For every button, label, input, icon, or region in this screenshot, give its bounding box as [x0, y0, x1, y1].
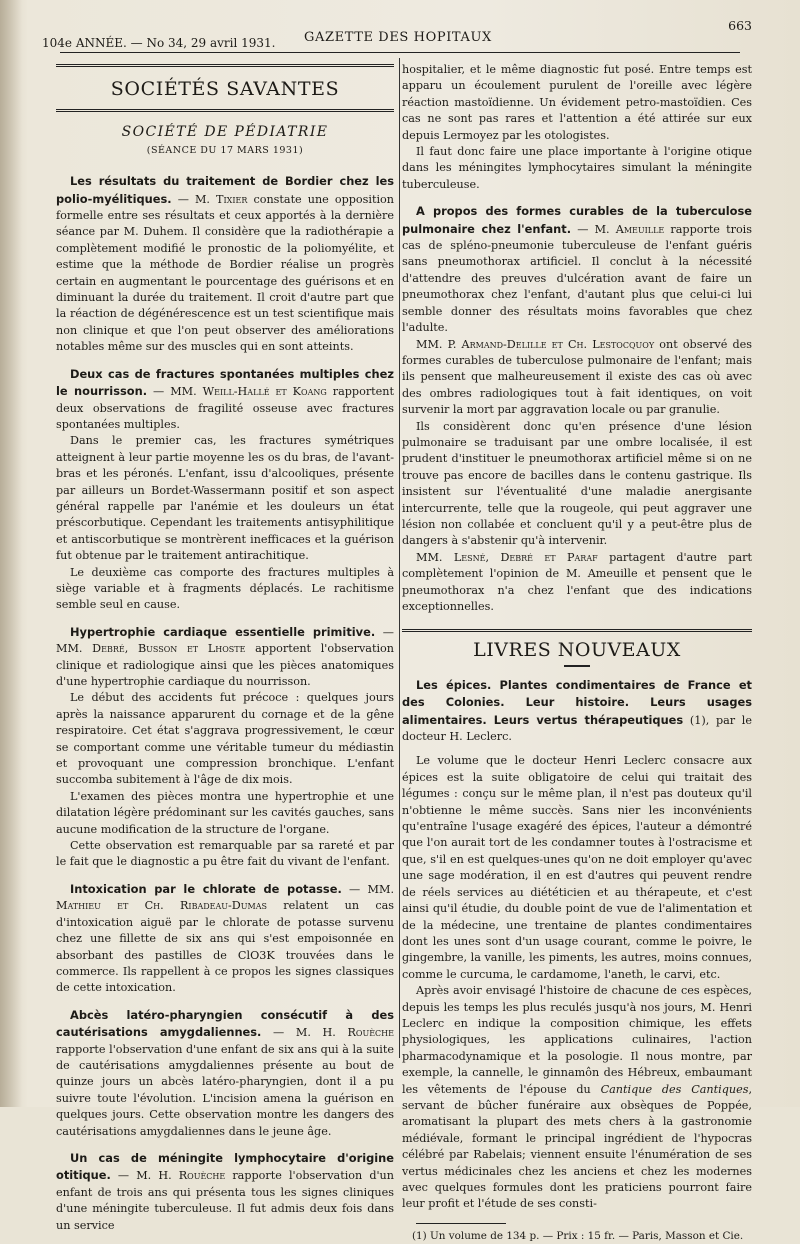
article-title: Abcès latéro-pharyngien consécutif à des cautérisations amygdaliennes. [56, 1007, 394, 1040]
article-author: MM. Weill-Hallé et Koang [170, 385, 327, 399]
section-rule-top [56, 64, 394, 67]
book-note: (1), par le docteur H. Leclerc. [402, 713, 752, 744]
article-abces: Abcès latéro-pharyngien consécutif à des cautérisations amygdaliennes. — M. H. Rouèche rapporte l'observation d'une enfant de six ans qui à la suite de cautérisations amygdaliennes présente au bout de quinze jours un abcès latéro-pharyngien, dont il a pu suivre toute l'évolution. L'incision amena la guérison en quelques jours. Cette observation montre les dangers des cautérisations amygdaliennes dans le jeune âge. [56, 1007, 394, 1138]
article-paragraph: L'examen des pièces montra une hypertrophie et une dilatation légère prédominant sur les cavités gauches, sans aucune modification de la structure de l'organe. [56, 789, 394, 836]
article-author: MM. P. Armand-Delille et Ch. Lestocquoy [416, 337, 655, 351]
review-text: , servant de bûcher funéraire aux obsèques de Poppée, aromatisant la plupart des mets chers à la gastronomie médiévale, formant le principal ingrédient de l'hypocras célébré par Rabelais; viennent ensuite l'énumération de ses vertus médicinales chez les anciens et chez les modernes avec quelques formules dont les praticiens pourront faire leur profit et l'étude de ses consti- [402, 1082, 753, 1211]
journal-title: GAZETTE DES HOPITAUX [304, 30, 492, 45]
article-paragraph [402, 337, 752, 419]
article-meningite: Un cas de méningite lymphocytaire d'origine otitique. — M. H. Rouèche rapporte l'observation d'un enfant de trois ans qui présenta tous les signes cliniques d'une méningite tuberculeuse. Il fut admis deux fois dans un service [56, 1150, 394, 1232]
article-title: Un cas de méningite lymphocytaire d'origine otitique. [56, 1150, 394, 1183]
livres-title: LIVRES NOUVEAUX [473, 639, 681, 662]
column-divider [399, 58, 400, 1058]
article-text: relatent un cas d'intoxication aiguë par le chlorate de potasse survenu chez une fillette de six ans qui s'est empoisonnée en absorbant des pastilles de ClO3K trouvées dans le commerce. Ils rappellent à ce propos les signes classiques de cette intoxication. [56, 899, 394, 995]
article-paragraph: Cette observation est remarquable par sa rareté et par le fait que le diagnostic a pu être fait du vivant de l'enfant. [56, 839, 394, 869]
article-author: M. H. Rouèche [136, 1169, 226, 1183]
book-review-paragraph [402, 983, 752, 1213]
article-text: constate une opposition formelle entre ses résultats et ceux apportés à la dernière séance par M. Duhem. Il considère que la radiothérapie a complètement modifié le pronostic de la poliomyélite, et estime que la méthode de Bordier réalise un progrès certain en augmentant le pourcentage des guérisons et en diminuant la durée du traitement. Il croit d'autre part que la réaction de dégénérescence est un test scientifique mais non clinique et que l'on peut observer des améliorations notables même sur des muscles qui en sont atteints. [56, 192, 394, 354]
article-tuberculose: A propos des formes curables de la tuberculose pulmonaire chez l'enfant. — M. Ameuille rapporte trois cas de spléno-pneumonie tuberculeuse de l'enfant guéris sans pneumothorax artificiel. Il conclut à la nécessité d'attendre des preuves d'ulcération avant de faire un pneumothorax chez l'enfant, d'autant plus que celui-ci lui semble donner des résultats moins favorables que chez l'adulte. [402, 204, 752, 335]
article-title: Hypertrophie cardiaque essentielle primitive. [70, 624, 376, 639]
cited-work: Cantique des Cantiques [600, 1082, 749, 1096]
page-gutter-shadow [0, 0, 22, 1107]
article-paragraph: Dans le premier cas, les fractures symétriques atteignent à leur partie moyenne les os du bras, de l'avant-bras et les péronés. L'enfant, issu d'alcooliques, présente par ailleurs un Bordet-Wassermann positif et son aspect général rappelle par l'anémie et les douleurs un état préscorbutique. Cependant les traitements antisyphilitique et antiscorbutique se montrèrent inefficaces et la guérison fut obtenue par le traitement antirachitique. [56, 434, 394, 563]
article-text: ont observé des formes curables de tuberculose pulmonaire de l'enfant; mais ils pensent que malheureusement il existe des cas où avec des ombres radiologiques tout à fait identiques, on voit survenir la mort par aggravation locale ou par granulie. [402, 337, 753, 417]
review-text: Après avoir envisagé l'histoire de chacune de ces espèces, depuis les temps les plus reculés jusqu'à nos jours, M. Henri Leclerc en indique la composition chimique, les effets physiologiques, les applications culinaires, l'action pharmacodynamique et la posologie. Il nous montre, par exemple, la cannelle, le ginnamôn des Hébreux, embaumant les vêtements de l'épouse du [402, 984, 752, 1096]
article-paragraph: Le début des accidents fut précoce : quelques jours après la naissance apparurent du cornage et de la gêne respiratoire. Cet état s'aggrava progressivement, le cœur se comportant comme une véritable tumeur du médiastin et provoquant une compression bronchique. L'enfant succomba subitement à l'âge de dix mois. [56, 691, 394, 787]
article-text: rapporte l'observation d'une enfant de six ans qui à la suite de cautérisations amygdaliennes présente au bout de quinze jours un abcès latéro-pharyngien, dont il a pu suivre toute l'évolution. L'incision amena la guérison en quelques jours. Cette observation montre les dangers des cautérisations amygdaliennes dans le jeune âge. [56, 1042, 394, 1138]
footnote: (1) Un volume de 134 p. — Prix : 15 fr. — Paris, Masson et Cie. [412, 1229, 744, 1242]
article-text: rapporte trois cas de spléno-pneumonie tuberculeuse de l'enfant guéris sans pneumothorax artificiel. Il conclut à la nécessité d'attendre des preuves d'ulcération avant de faire un pneumothorax chez l'enfant, d'autant plus que celui-ci lui semble donner des résultats moins favorables que chez l'adulte. [402, 222, 752, 335]
article-chlorate: Intoxication par le chlorate de potasse. — MM. Mathieu et Ch. Ribadeau-Dumas relatent un cas d'intoxication aiguë par le chlorate de potasse survenu chez une fillette de six ans qui s'est empoisonnée en absorbant des pastilles de ClO3K trouvées dans le commerce. Ils rappellent à ce propos les signes classiques de cette intoxication. [56, 881, 394, 995]
article-title: Intoxication par le chlorate de potasse. [70, 881, 342, 896]
article-paragraph: Ils considèrent donc qu'en présence d'une lésion pulmonaire se traduisant par une ombre localisée, il est prudent d'instituer le pneumothorax artificiel même si on ne trouve pas encore de bacilles dans le contenu gastrique. Ils insistent sur l'éventualité d'une maladie anergisante intercurrente, telle que la rougeole, qui peut aggraver une lésion non collabée et concluent qu'il y a peut-être plus de dangers à s'abstenir qu'à intervenir. [402, 419, 752, 548]
article-tixier: Les résultats du traitement de Bordier chez les polio-myélitiques. — M. Tixier constate une opposition formelle entre ses résultats et ceux apportés à la dernière séance par M. Duhem. Il considère que la radiothérapie a complètement modifié le pronostic de la poliomyélite, et estime que la méthode de Bordier réalise un progrès certain en augmentant le pourcentage des guérisons et en diminuant la durée du traitement. Il croit d'autre part que la réaction de dégénérescence est un test scientifique mais non clinique et que l'on peut observer des améliorations notables même sur des muscles qui en sont atteints. [56, 174, 394, 354]
article-author: MM. Lesné, Debré et Paraf [416, 550, 598, 564]
issue-info: 104e ANNÉE. — No 34, 29 avril 1931. [42, 36, 276, 50]
society-title: SOCIÉTÉ DE PÉDIATRIE [121, 124, 329, 141]
page-number: 663 [728, 18, 752, 33]
book-heading [402, 677, 752, 746]
article-author: MM. Mathieu et Ch. Ribadeau-Dumas [56, 882, 394, 913]
left-column [56, 62, 394, 1234]
article-author: M. H. Rouèche [295, 1026, 394, 1040]
article-paragraph: Il faut donc faire une place importante à l'origine otique dans les méningites lymphocytaires simulant la méningite tuberculeuse. [402, 145, 752, 191]
right-column [402, 62, 752, 1244]
section-title: SOCIÉTÉS SAVANTES [110, 78, 340, 100]
book-review-paragraph: Le volume que le docteur Henri Leclerc consacre aux épices est la suite obligatoire de celui qui traitait des légumes : conçu sur le même plan, il n'est pas douteux qu'il n'obtienne le même succès. Sans nier les inconvénients qu'entraîne l'usage exagéré des épices, l'auteur a démontré que l'on aurait tort de les condamner toutes à l'ostracisme et que, s'il en est quelques-unes qu'on ne doit employer qu'avec une sage modération, il en est d'autres qui peuvent rendre de réels services au diététicien et au thérapeute, et c'est ainsi qu'il étudie, du double point de vue de l'alimentation et de la médecine, une trentaine de plantes condimentaires dont les unes sont d'un usage courant, comme le poivre, le gingembre, la vanille, les piments, les autres, moins connues, comme le curcuma, le cardamome, l'aneth, le carvi, etc. [402, 754, 752, 981]
article-title: A propos des formes curables de la tuberculose pulmonaire chez l'enfant. [402, 204, 752, 236]
article-text: rapporte l'observation d'un enfant de trois ans qui présenta tous les signes cliniques d'une méningite tuberculeuse. Il fut admis deux fois dans un service [56, 1169, 394, 1232]
livres-short-rule [564, 665, 590, 667]
header-rule [60, 52, 740, 53]
article-author: M. Tixier [194, 192, 248, 206]
footnote-rule [416, 1223, 506, 1224]
article-hypertrophie: Hypertrophie cardiaque essentielle primitive. — MM. Debré, Busson et Lhoste apportent l'observation clinique et radiologique ainsi que les pièces anatomiques d'une hypertrophie cardiaque du nourrisson. [56, 624, 394, 688]
article-paragraph [402, 550, 752, 616]
article-fractures: Deux cas de fractures spontanées multiples chez le nourrisson. — MM. Weill-Hallé et Koang rapportent deux observations de fragilité osseuse avec fractures spontanées multiples. [56, 366, 394, 431]
article-text: rapportent deux observations de fragilité osseuse avec fractures spontanées multiples. [56, 385, 394, 431]
article-author: MM. Debré, Busson et Lhoste [56, 642, 246, 656]
section-rule-bottom [56, 109, 394, 112]
article-title: Deux cas de fractures spontanées multiples chez le nourrisson. [56, 366, 394, 399]
article-title: Les résultats du traitement de Bordier chez les polio-myélitiques. [56, 174, 394, 206]
session-date: (SÉANCE DU 17 MARS 1931) [146, 144, 304, 156]
article-text: apportent l'observation clinique et radiologique ainsi que les pièces anatomiques d'une hypertrophie cardiaque du nourrisson. [56, 642, 394, 688]
livres-rule [402, 629, 752, 632]
article-text: partagent d'autre part complètement l'opinion de M. Ameuille et pensent que le pneumothorax n'a chez l'enfant que des indications exceptionnelles. [402, 550, 752, 613]
book-title: Les épices. Plantes condimentaires de France et des Colonies. Leur histoire. Leurs usages alimentaires. Leurs vertus thérapeutiques [402, 677, 752, 727]
article-paragraph: Le deuxième cas comporte des fractures multiples à siège variable et à fragments déplacés. Le rachitisme semble seul en cause. [56, 565, 394, 612]
article-author: M. Ameuille [594, 222, 665, 236]
article-continuation: hospitalier, et le même diagnostic fut posé. Entre temps est apparu un écoulement purulent de l'oreille avec légère réaction mastoïdienne. Un évidement petro-mastoïdien. Ces cas ne sont pas rares et l'attention a été attirée sur eux depuis Lermoyez par les otologistes. [402, 63, 752, 142]
